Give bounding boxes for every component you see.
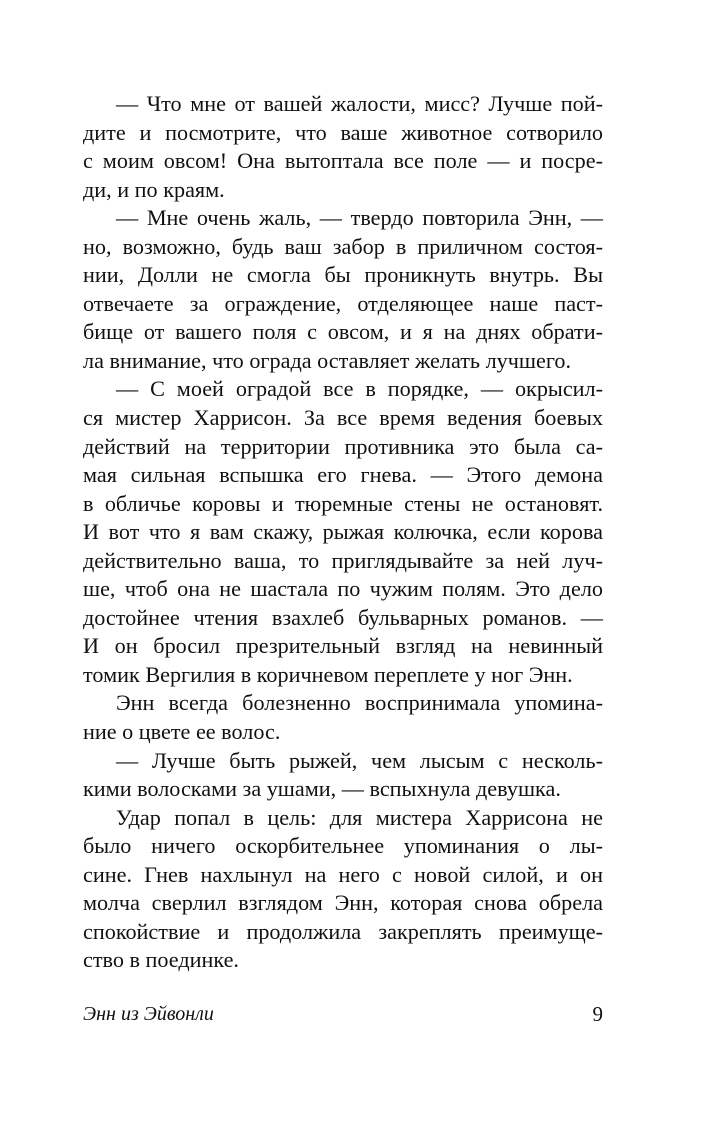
text-line-p5-1: — Лучше быть рыжей, чем лысым с несколь- — [116, 747, 603, 773]
text-line-p4-2: ние о цвете ее волос. — [83, 719, 281, 745]
text-line-p2-5: бище от вашего поля с овсом, и я на днях обрати- — [83, 319, 603, 345]
text-line-p6-5: спокойствие и продолжила закреплять преимуще- — [83, 918, 603, 944]
text-line-p3-10: И он бросил презрительный взгляд на невинный — [83, 633, 603, 659]
text-line-p3-4: мая сильная вспышка его гнева. — Этого демона — [83, 462, 603, 488]
text-line-p2-3: нии, Долли не смогла бы проникнуть внутрь. Вы — [83, 262, 603, 288]
text-line-p3-1: — С моей оградой все в порядке, — окрысил- — [116, 376, 603, 402]
text-line-p2-4: отвечаете за ограждение, отделяющее наше паст- — [83, 290, 603, 316]
text-line-p1-1: — Что мне от вашей жалости, мисс? Лучше пой- — [116, 91, 603, 116]
text-line-p3-3: действий на территории противника это была са- — [83, 433, 603, 459]
page-number: 9 — [592, 1002, 603, 1026]
text-line-p6-6: ство в поединке. — [83, 947, 239, 973]
text-line-p3-5: в обличье коровы и тюремные стены не остановят. — [83, 490, 603, 516]
text-line-p6-1: Удар попал в цель: для мистера Харрисона не — [116, 804, 603, 830]
text-line-p2-6: ла внимание, что ограда оставляет желать лучшего. — [83, 347, 572, 373]
text-line-p5-2: кими волосками за ушами, — вспыхнула девушка. — [83, 776, 561, 802]
text-line-p3-11: томик Вергилия в коричневом переплете у ног Энн. — [83, 661, 573, 687]
text-line-p6-2: было ничего оскорбительнее упоминания о лы- — [83, 833, 603, 859]
text-line-p3-7: действительно ваша, то приглядывайте за ней луч- — [83, 547, 603, 573]
text-line-p3-8: ше, чтоб она не шастала по чужим полям. Это дело — [83, 576, 603, 602]
running-title: Энн из Эйвонли — [83, 1003, 214, 1025]
text-line-p2-2: но, возможно, будь ваш забор в приличном состоя- — [83, 233, 603, 259]
text-line-p3-9: достойнее чтения взахлеб бульварных романов. — — [83, 604, 603, 630]
page-footer — [83, 999, 603, 1029]
body-text — [83, 90, 603, 975]
text-line-p1-4: ди, и по краям. — [83, 176, 225, 202]
text-line-p3-2: ся мистер Харрисон. За все время ведения боевых — [83, 405, 603, 431]
text-line-p2-1: — Мне очень жаль, — твердо повторила Энн, — — [116, 205, 603, 231]
text-line-p1-2: дите и посмотрите, что ваше животное сотворило — [83, 119, 603, 145]
text-line-p1-3: с моим овсом! Она вытоптала все поле — и посре- — [83, 148, 603, 174]
text-line-p6-4: молча сверлил взглядом Энн, которая снова обрела — [83, 890, 603, 916]
text-line-p6-3: сине. Гнев нахлынул на него с новой силой, и он — [83, 861, 603, 887]
text-line-p4-1: Энн всегда болезненно воспринимала упомина- — [116, 690, 603, 716]
text-line-p3-6: И вот что я вам скажу, рыжая колючка, если корова — [83, 519, 603, 545]
